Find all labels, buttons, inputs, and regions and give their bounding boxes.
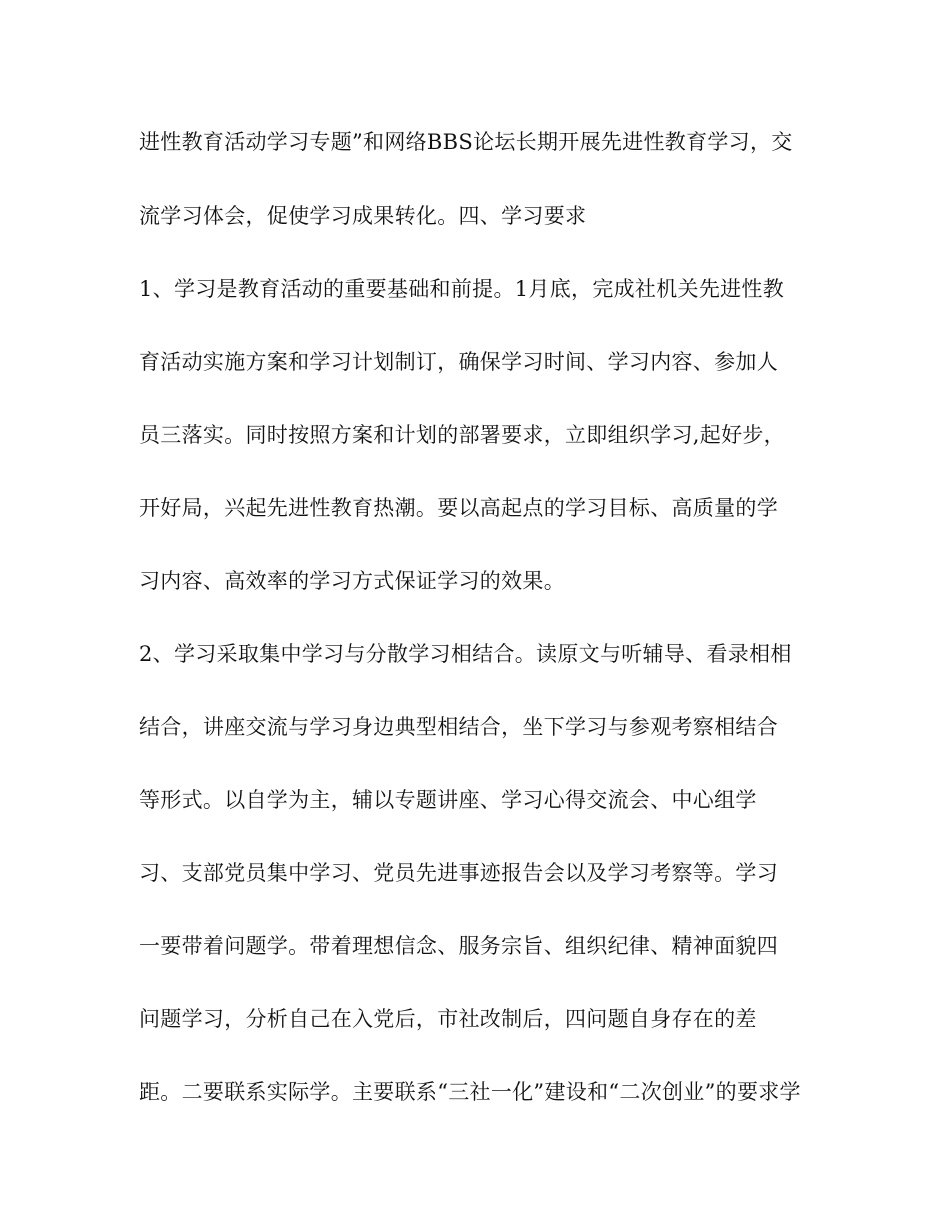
text-line: 员三落实。同时按照方案和计划的部署要求，立即组织学习,起好步， [139,423,785,447]
text-line: 距。二要联系实际学。主要联系“三社一化”建设和“二次创业”的要求学 [139,1080,801,1104]
text-line: 开好局，兴起先进性教育热潮。要以高起点的学习目标、高质量的学 [139,496,778,520]
text-line: 2、学习采取集中学习与分散学习相结合。读原文与听辅导、看录相相 [139,642,792,666]
text-line: 育活动实施方案和学习计划制订，确保学习时间、学习内容、参加人 [139,350,778,374]
text-line: 进性教育活动学习专题”和网络BBS论坛长期开展先进性教育学习，交 [139,130,793,154]
text-line: 1、学习是教育活动的重要基础和前提。1月底，完成社机关先进性教 [139,277,785,301]
text-line: 习内容、高效率的学习方式保证学习的效果。 [139,569,565,593]
text-line: 习、支部党员集中学习、党员先进事迹报告会以及学习考察等。学习 [139,861,778,885]
text-line: 结合，讲座交流与学习身边典型相结合，坐下学习与参观考察相结合 [139,715,778,739]
text-line: 一要带着问题学。带着理想信念、服务宗旨、组织纪律、精神面貌四 [139,934,778,958]
text-line: 问题学习，分析自己在入党后，市社改制后，四问题自身存在的差 [139,1007,757,1031]
text-line: 等形式。以自学为主，辅以专题讲座、学习心得交流会、中心组学 [139,788,757,812]
text-line: 流学习体会，促使学习成果转化。四、学习要求 [139,204,587,228]
